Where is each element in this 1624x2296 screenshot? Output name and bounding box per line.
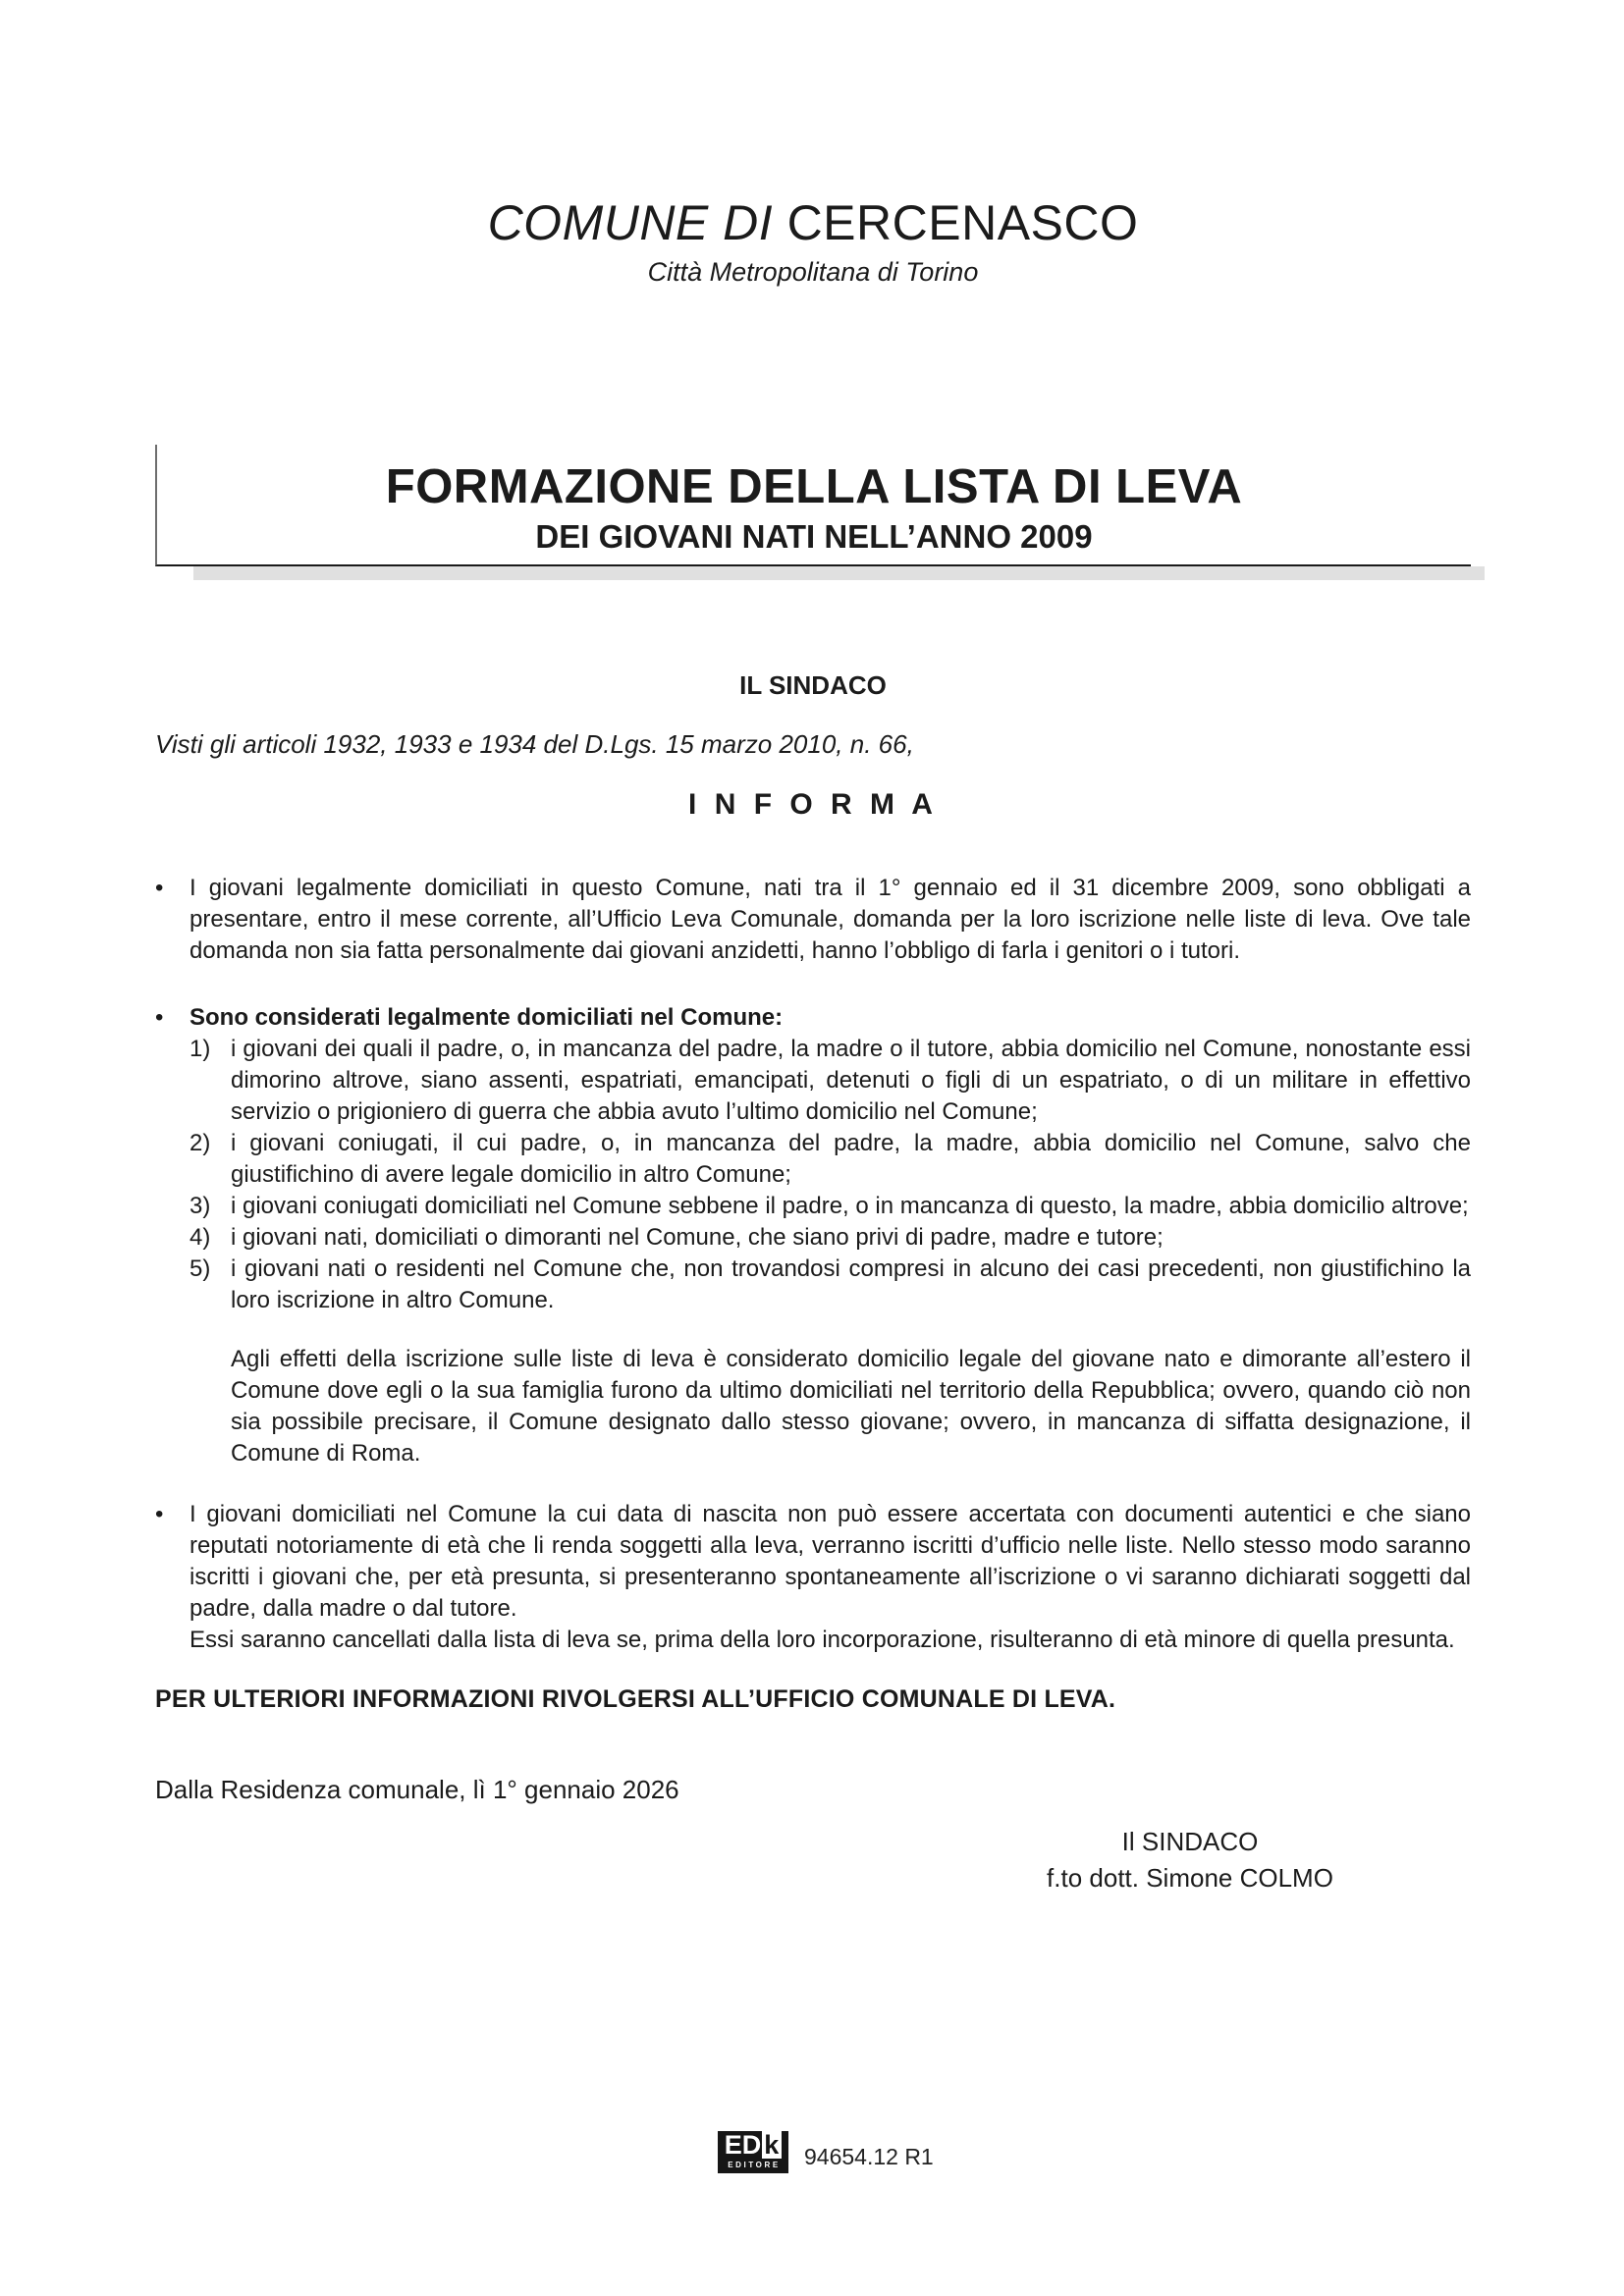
municipality-header [155,0,1471,288]
bullet-item-2-intro: Sono considerati legalmente domiciliati nel Comune: [189,1004,784,1031]
numbered-item-1-marker: 1) [189,1036,211,1062]
numbered-item-5 [189,1254,1471,1316]
signature-name: f.to dott. Simone COLMO [1047,1863,1333,1893]
numbered-item-4-text: i giovani nati, domiciliati o dimoranti nel Comune, che siano privi di padre, madre e tutore; [231,1224,1164,1251]
title-box-shadow [193,566,1485,580]
date-line: Dalla Residenza comunale, lì 1° gennaio 2026 [155,1775,679,1804]
authority-heading: IL SINDACO [739,670,887,700]
numbered-item-5-text: i giovani nati o residenti nel Comune che, non trovandosi compresi in alcuno dei casi precedenti, non giustifichino la loro iscrizione in altro Comune. [231,1255,1471,1313]
indented-note: Agli effetti della iscrizione sulle liste di leva è considerato domicilio legale del giovane nato e dimorante all’estero il Comune dove egli o la sua famiglia furono da ultimo domiciliati nel territorio della Repubblica; ovvero, quando ciò non sia possibile precisare, il Comune designato dallo stesso giovane; ovvero, in mancanza di siffatta designazione, il Comune di Roma. [231,1346,1471,1467]
edk-logo-top [718,2131,788,2159]
edk-logo-k-text: k [762,2131,782,2159]
notice-title-line1: FORMAZIONE DELLA LISTA DI LEVA [385,460,1243,513]
further-info-line: PER ULTERIORI INFORMAZIONI RIVOLGERSI ALL’UFFICIO COMUNALE DI LEVA. [155,1685,1116,1713]
numbered-item-1 [189,1034,1471,1128]
bullet-item-3-paragraph-2: Essi saranno cancellati dalla lista di leva se, prima della loro incorporazione, risulteranno di età minore di quella presunta. [189,1627,1455,1653]
bullet-marker: • [155,1004,164,1031]
bullet-item-3-body [189,1499,1471,1656]
signature-block [945,1824,1435,1896]
document-content [155,0,1471,1896]
form-code: 94654.12 R1 [804,2144,934,2169]
signature-role: Il SINDACO [1121,1827,1259,1856]
edk-logo-ed-text: ED [724,2130,762,2160]
bullet-item-2 [155,1002,1471,1316]
numbered-item-4 [189,1222,1471,1254]
notice-title-line2: DEI GIOVANI NATI NELL’ANNO 2009 [535,518,1093,555]
numbered-item-2 [189,1128,1471,1191]
numbered-item-2-marker: 2) [189,1130,211,1156]
numbered-item-2-text: i giovani coniugati, il cui padre, o, in mancanza del padre, la madre, abbia domicilio nel Comune, salvo che giustifichino di avere legale domicilio in altro Comune; [231,1130,1471,1188]
informa-heading: I N F O R M A [688,788,938,821]
bullet-item-3-paragraph-1: I giovani domiciliati nel Comune la cui data di nascita non può essere accertata con documenti autentici e che siano reputati notoriamente di età che li renda soggetti alla leva, verranno iscritti d’ufficio nelle liste. Nello stesso modo saranno iscritti i giovani che, per età presunta, si presenteranno spontaneamente all’iscrizione o vi saranno dichiarati soggetti dal padre, dalla madre o dal tutore. [189,1501,1471,1622]
bullet-marker: • [155,875,164,901]
municipality-subtitle: Città Metropolitana di Torino [647,257,979,287]
edk-logo-editore-text: EDITORE [728,2161,781,2169]
edk-publisher-logo [718,2131,788,2173]
numbered-item-5-marker: 5) [189,1255,211,1282]
numbered-item-4-marker: 4) [189,1224,211,1251]
bullet-item-3 [155,1499,1471,1656]
municipality-title-name: CERCENASCO [786,195,1139,250]
municipality-title [155,194,1471,251]
numbered-item-3 [189,1191,1471,1222]
numbered-item-1-text: i giovani dei quali il padre, o, in mancanza del padre, la madre o il tutore, abbia domicilio nel Comune, nonostante essi dimorino altrove, siano assenti, espatriati, emancipati, detenuti o figli di un espatriato, o di un militare in effettivo servizio o prigioniero di guerra che abbia avuto l’ultimo domicilio nel Comune; [231,1036,1471,1125]
bullet-item-2-body [189,1002,1471,1316]
bullet-item-1-text: I giovani legalmente domiciliati in questo Comune, nati tra il 1° gennaio ed il 31 dicembre 2009, sono obbligati a presentare, entro il mese corrente, all’Ufficio Leva Comunale, domanda per la loro iscrizione nelle liste di leva. Ove tale domanda non sia fatta personalmente dai giovani anzidetti, hanno l’obbligo di farla i genitori o i tutori. [189,875,1471,964]
bullet-item-1 [155,873,1471,967]
municipality-title-prefix: COMUNE DI [487,195,774,250]
legal-premise: Visti gli articoli 1932, 1933 e 1934 del D.Lgs. 15 marzo 2010, n. 66, [155,729,914,759]
bullet-marker: • [155,1501,164,1527]
numbered-item-3-text: i giovani coniugati domiciliati nel Comune sebbene il padre, o in mancanza di questo, la madre, abbia domicilio altrove; [231,1193,1469,1219]
numbered-item-3-marker: 3) [189,1193,211,1219]
page-footer [718,2131,934,2173]
notice-title-box [155,445,1471,566]
